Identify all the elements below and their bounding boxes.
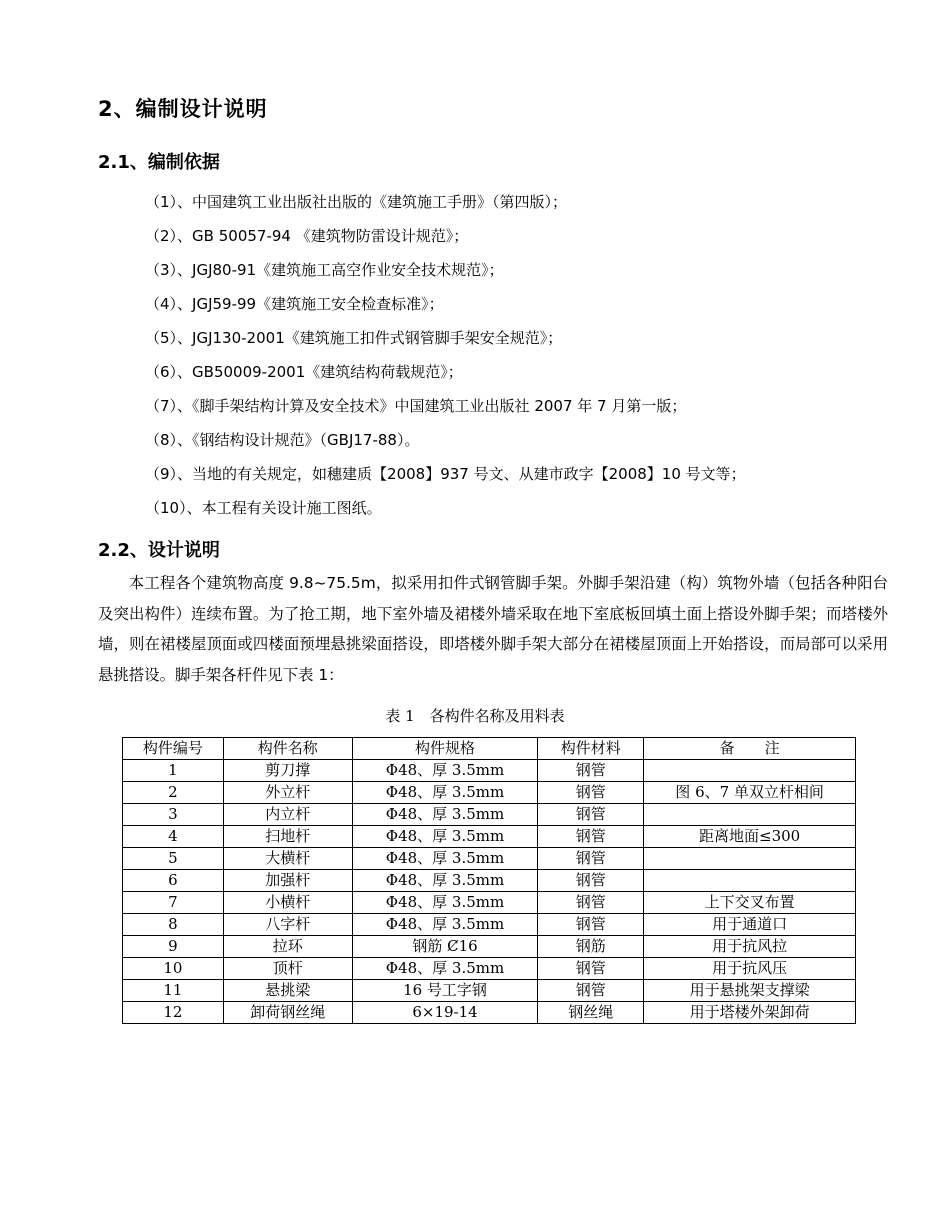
table-cell: 小横杆	[223, 892, 352, 914]
table-cell: 7	[123, 892, 224, 914]
basis-item: （8）、《钢结构设计规范》（GBJ17-88）。	[145, 431, 420, 449]
table-row	[123, 892, 856, 914]
table-cell: 5	[123, 848, 224, 870]
basis-item: （9）、当地的有关规定，如穗建质【2008】937 号文、从建市政字【2008】10 号文等；	[145, 465, 746, 483]
basis-item: （4）、JGJ59-99《建筑施工安全检查标准》；	[145, 295, 444, 313]
table-cell: 16 号工字钢	[352, 980, 538, 1002]
basis-heading: 2.1、编制依据	[98, 152, 220, 173]
table-cell: 钢管	[538, 958, 644, 980]
table-row	[123, 936, 856, 958]
table-cell: Φ48、厚 3.5mm	[352, 804, 538, 826]
table-cell: 内立杆	[223, 804, 352, 826]
table-row	[123, 848, 856, 870]
table-cell: 钢筋 Ȼ16	[352, 936, 538, 958]
section-heading: 2、编制设计说明	[98, 97, 268, 121]
table-header-row	[123, 738, 856, 760]
table-cell: 10	[123, 958, 224, 980]
table-cell	[644, 848, 856, 870]
table-cell: 用于悬挑架支撑梁	[644, 980, 856, 1002]
basis-item: （3）、JGJ80-91《建筑施工高空作业安全技术规范》；	[145, 261, 504, 279]
table-cell: Φ48、厚 3.5mm	[352, 760, 538, 782]
table-cell: 外立杆	[223, 782, 352, 804]
table-cell: Φ48、厚 3.5mm	[352, 782, 538, 804]
table-cell: 1	[123, 760, 224, 782]
table-cell: 图 6、7 单双立杆相间	[644, 782, 856, 804]
table-cell: 顶杆	[223, 958, 352, 980]
table-cell: 钢管	[538, 804, 644, 826]
table-cell	[644, 870, 856, 892]
table-cell: 6×19-14	[352, 1002, 538, 1024]
basis-item: （1）、中国建筑工业出版社出版的《建筑施工手册》（第四版）；	[145, 193, 568, 211]
table-cell: 悬挑梁	[223, 980, 352, 1002]
basis-list	[145, 185, 746, 525]
table-cell: Φ48、厚 3.5mm	[352, 914, 538, 936]
table-cell: 距离地面≤300	[644, 826, 856, 848]
table-cell	[644, 804, 856, 826]
table-cell: 用于塔楼外架卸荷	[644, 1002, 856, 1024]
table-cell: 上下交叉布置	[644, 892, 856, 914]
table-cell: Φ48、厚 3.5mm	[352, 870, 538, 892]
table-row	[123, 782, 856, 804]
table-cell: Φ48、厚 3.5mm	[352, 958, 538, 980]
table-row	[123, 914, 856, 936]
design-heading: 2.2、设计说明	[98, 540, 220, 561]
basis-item: （6）、GB50009-2001《建筑结构荷载规范》；	[145, 363, 463, 381]
table-cell: 钢筋	[538, 936, 644, 958]
basis-item: （10）、本工程有关设计施工图纸。	[145, 499, 382, 517]
table-cell: 用于通道口	[644, 914, 856, 936]
table-row	[123, 958, 856, 980]
table-cell: 用于抗风拉	[644, 936, 856, 958]
table-cell	[644, 760, 856, 782]
table-row	[123, 826, 856, 848]
table-cell: 钢管	[538, 848, 644, 870]
basis-item: （7）、《脚手架结构计算及安全技术》中国建筑工业出版社 2007 年 7 月第一版；	[145, 397, 687, 415]
table-cell: 扫地杆	[223, 826, 352, 848]
table-cell: 钢管	[538, 782, 644, 804]
table-cell: Φ48、厚 3.5mm	[352, 892, 538, 914]
table-cell: Φ48、厚 3.5mm	[352, 826, 538, 848]
header-cell-spec: 构件规格	[352, 738, 538, 760]
table-cell: 钢管	[538, 980, 644, 1002]
table-cell: 加强杆	[223, 870, 352, 892]
basis-item: （5）、JGJ130-2001《建筑施工扣件式钢管脚手架安全规范》；	[145, 329, 563, 347]
components-table	[122, 737, 856, 1024]
table-row	[123, 980, 856, 1002]
table-cell: 4	[123, 826, 224, 848]
table-cell: 钢丝绳	[538, 1002, 644, 1024]
table-cell: 钢管	[538, 914, 644, 936]
table-cell: 8	[123, 914, 224, 936]
header-cell-remark: 备 注	[644, 738, 856, 760]
table-cell: 大横杆	[223, 848, 352, 870]
table-cell: 拉环	[223, 936, 352, 958]
basis-item: （2）、GB 50057-94 《建筑物防雷设计规范》；	[145, 227, 469, 245]
table-row	[123, 1002, 856, 1024]
table-cell: 9	[123, 936, 224, 958]
table-cell: 钢管	[538, 760, 644, 782]
table-cell: 钢管	[538, 870, 644, 892]
table-cell: 3	[123, 804, 224, 826]
header-cell-name: 构件名称	[223, 738, 352, 760]
table-cell: 用于抗风压	[644, 958, 856, 980]
table-row	[123, 760, 856, 782]
table-cell: 6	[123, 870, 224, 892]
table-caption: 表 1 各构件名称及用料表	[385, 707, 565, 725]
table-row	[123, 870, 856, 892]
header-cell-material: 构件材料	[538, 738, 644, 760]
table-cell: 11	[123, 980, 224, 1002]
table-cell: 2	[123, 782, 224, 804]
table-cell: Φ48、厚 3.5mm	[352, 848, 538, 870]
design-paragraph: 本工程各个建筑物高度 9.8~75.5m，拟采用扣件式钢管脚手架。外脚手架沿建（构）筑物外墙（包括各种阳台及突出构件）连续布置。为了抢工期，地下室外墙及裙楼外墙采取在地下室底板回填土面上搭设外脚手架；而塔楼外墙，则在裙楼屋顶面或四楼面预埋悬挑梁面搭设，即塔楼外脚手架大部分在裙楼屋顶面上开始搭设，而局部可以采用悬挑搭设。脚手架各杆件见下表 1：	[98, 574, 888, 684]
table-cell: 钢管	[538, 892, 644, 914]
table-body	[123, 760, 856, 1024]
header-cell-number: 构件编号	[123, 738, 224, 760]
table-cell: 卸荷钢丝绳	[223, 1002, 352, 1024]
table-cell: 钢管	[538, 826, 644, 848]
table-cell: 剪刀撑	[223, 760, 352, 782]
table-cell: 12	[123, 1002, 224, 1024]
table-cell: 八字杆	[223, 914, 352, 936]
table-row	[123, 804, 856, 826]
